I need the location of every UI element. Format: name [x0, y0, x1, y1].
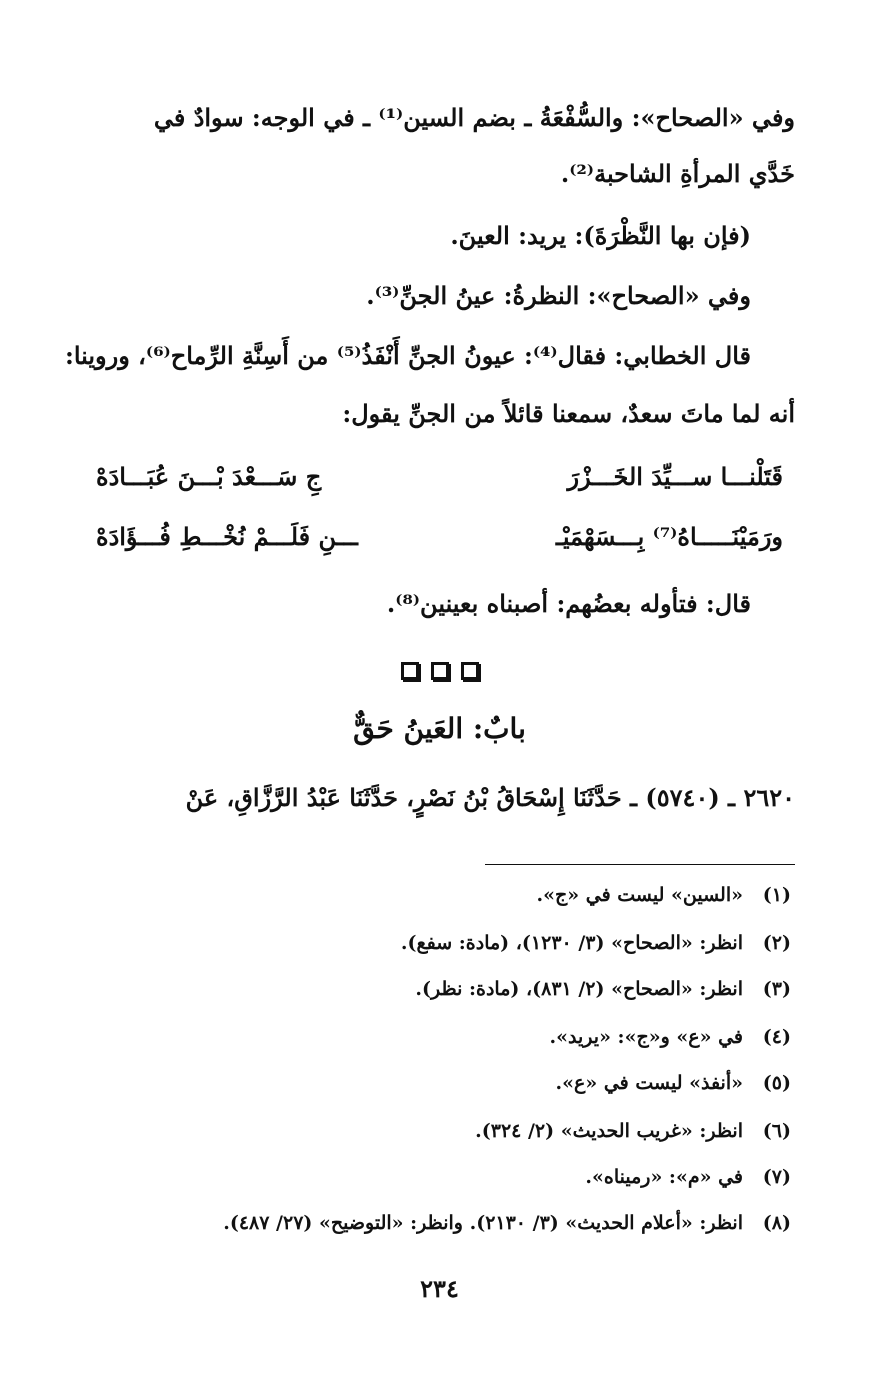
- hadith-line: ٢٦٢٠ ـ (٥٧٤٠) ـ حَدَّثَنَا إِسْحَاقُ بْنُ نَصْرٍ، حَدَّثَنَا عَبْدُ الرَّزَّاقِ، عَنْ: [185, 783, 795, 812]
- after-poem-line: قال: فتأوله بعضُهم: أصبناه بعينين⁽⁸⁾.: [386, 589, 751, 618]
- body-line-3: (فإن بها النَّظْرَةَ): يريد: العينَ.: [450, 221, 751, 250]
- poem-verse-1-first: قَتَلْنـــا ســـيِّدَ الخَـــزْرَ: [567, 462, 783, 491]
- footnote-6: [80, 1120, 791, 1142]
- body-line-2: خَدَّي المرأةِ الشاحبة⁽²⁾.: [560, 159, 795, 188]
- footnote-number: (٥): [762, 1072, 791, 1094]
- square-ornament-icon: [401, 662, 419, 680]
- square-ornament-icon: [461, 662, 479, 680]
- body-line-5: قال الخطابي: فقال⁽⁴⁾: عيونُ الجنِّ أَنْفَذُ⁽⁵⁾ من أَسِنَّةِ الرِّماح⁽⁶⁾، وروينا:: [64, 341, 751, 370]
- footnote-text: «السين» ليست في «ج».: [536, 884, 743, 906]
- footnote-1: [80, 884, 791, 906]
- poem-verse-1: [96, 462, 783, 491]
- footnote-number: (١): [762, 884, 791, 906]
- footnote-5: [80, 1072, 791, 1094]
- footnote-4: [80, 1026, 791, 1048]
- poem-verse-2-second: ـــنِ فَلَـــمْ نُخْـــطِ فُـــؤَادَهْ: [96, 522, 358, 551]
- footnote-text: انظر: «أعلام الحديث» (٣/ ٢١٣٠). وانظر: «التوضيح» (٢٧/ ٤٨٧).: [223, 1212, 743, 1234]
- footnote-2: [80, 932, 791, 954]
- footnote-text: في «ع» و«ج»: «يريد».: [549, 1026, 743, 1048]
- poem-verse-2: [96, 522, 783, 551]
- footnote-number: (٤): [762, 1026, 791, 1048]
- footnote-text: «أنفذ» ليست في «ع».: [555, 1072, 743, 1094]
- section-ornament: [0, 662, 879, 680]
- footnote-text: في «م»: «رميناه».: [585, 1166, 743, 1188]
- footnote-text: انظر: «غريب الحديث» (٢/ ٣٢٤).: [475, 1120, 743, 1142]
- footnote-number: (٦): [762, 1120, 791, 1142]
- poem-verse-1-second: جِ سَـــعْدَ بْـــنَ عُبَـــادَهْ: [96, 462, 322, 491]
- footnote-number: (٣): [762, 978, 791, 1000]
- body-line-4: وفي «الصحاح»: النظرةُ: عينُ الجنِّ⁽³⁾.: [366, 281, 751, 310]
- footnote-number: (٧): [762, 1166, 791, 1188]
- square-ornament-icon: [431, 662, 449, 680]
- body-line-1: وفي «الصحاح»: والسُّفْعَةُ ـ بضم السين⁽¹⁾ ـ في الوجه: سوادٌ في: [153, 103, 795, 132]
- footnote-7: [80, 1166, 791, 1188]
- poem-verse-2-first: ورَمَيْنَـــــاهُ⁽⁷⁾ بِـــسَهْمَيْـ: [555, 522, 783, 551]
- footnote-text: انظر: «الصحاح» (٢/ ٨٣١)، (مادة: نظر).: [415, 978, 743, 1000]
- chapter-title: بابٌ: العَينُ حَقٌّ: [353, 712, 526, 745]
- footnote-3: [80, 978, 791, 1000]
- body-line-6: أنه لما ماتَ سعدٌ، سمعنا قائلاً من الجنِّ يقول:: [342, 399, 795, 428]
- footnote-text: انظر: «الصحاح» (٣/ ١٢٣٠)، (مادة: سفع).: [400, 932, 743, 954]
- footnote-number: (٨): [762, 1212, 791, 1234]
- footnote-number: (٢): [762, 932, 791, 954]
- footnote-8: [80, 1212, 791, 1234]
- page-number: ٢٣٤: [420, 1274, 459, 1303]
- footnote-separator: [485, 864, 795, 865]
